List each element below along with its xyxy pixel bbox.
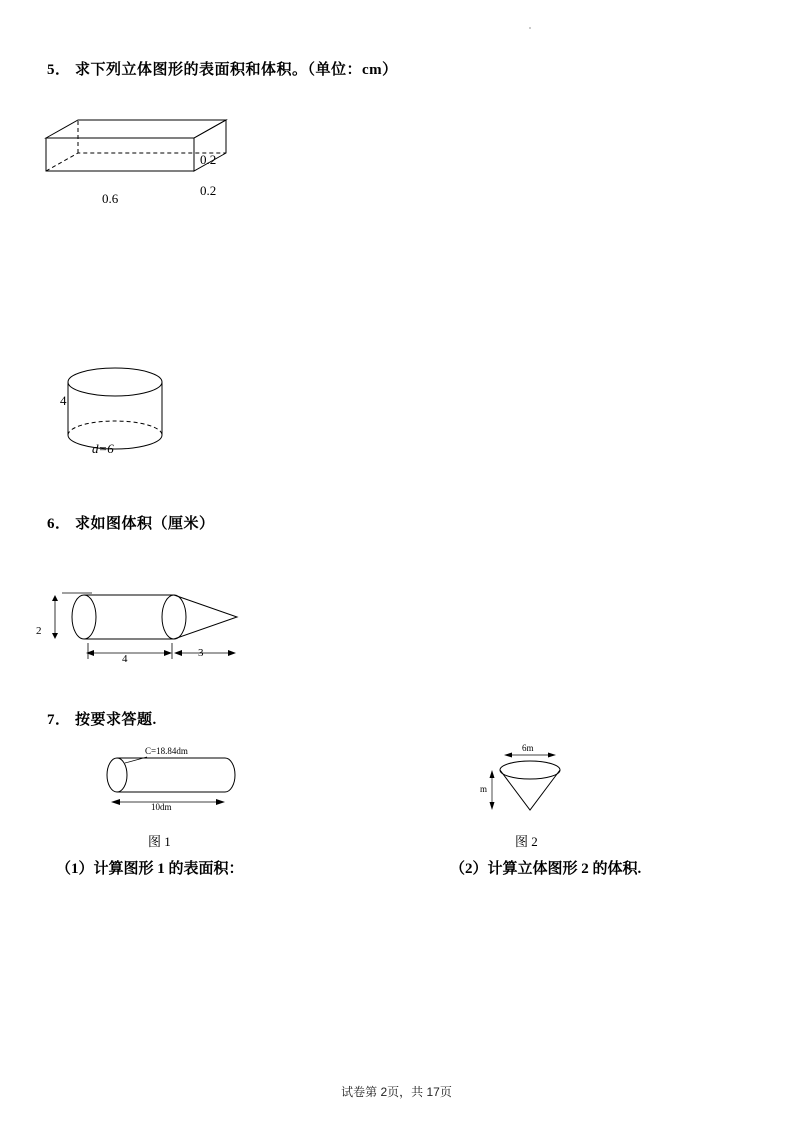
question-7-sub-2: （2）计算立体图形 2 的体积. <box>450 861 642 877</box>
figure-1-circumference-label: C=18.84dm <box>145 746 188 756</box>
question-7-number: 7． <box>47 712 71 728</box>
figure-2-cone <box>470 743 600 820</box>
figure-1-cylinder <box>95 746 270 820</box>
figure-1-caption: 图 1 <box>148 834 171 849</box>
figure-cylinder <box>40 355 220 465</box>
question-7-sub-1: （1）计算图形 1 的表面积： <box>56 861 244 877</box>
question-6-text: 求如图体积（厘米） <box>75 516 215 532</box>
figure-cylinder-cone <box>22 585 272 680</box>
cuboid-depth-label: 0.2 <box>200 183 217 198</box>
question-5-text: 求下列立体图形的表面积和体积。（单位：cm） <box>75 62 398 78</box>
figure-1-length-label: 10dm <box>151 802 172 812</box>
cone-length-label: 3 <box>198 647 204 659</box>
question-6-number: 6． <box>47 516 71 532</box>
page-speck <box>529 27 531 29</box>
figure-2-height-label: m <box>480 784 488 794</box>
cuboid-length-label: 0.6 <box>102 191 119 206</box>
cylinder-cone-diameter-label: 2 <box>36 625 42 637</box>
cylinder-height-label: 4 <box>60 393 67 408</box>
figure-2-caption: 图 2 <box>515 834 538 849</box>
question-7-text: 按要求答题. <box>75 712 157 728</box>
cylinder-cone-length-label: 4 <box>122 653 128 665</box>
question-5-number: 5． <box>47 62 71 78</box>
figure-cuboid <box>40 115 250 215</box>
cylinder-diameter-label: d=6 <box>92 441 114 456</box>
page-footer: 试卷第 2页，共 17页 <box>341 1085 452 1099</box>
cuboid-height-label: 0.2 <box>200 152 217 167</box>
figure-2-diameter-label: 6m <box>522 743 534 753</box>
